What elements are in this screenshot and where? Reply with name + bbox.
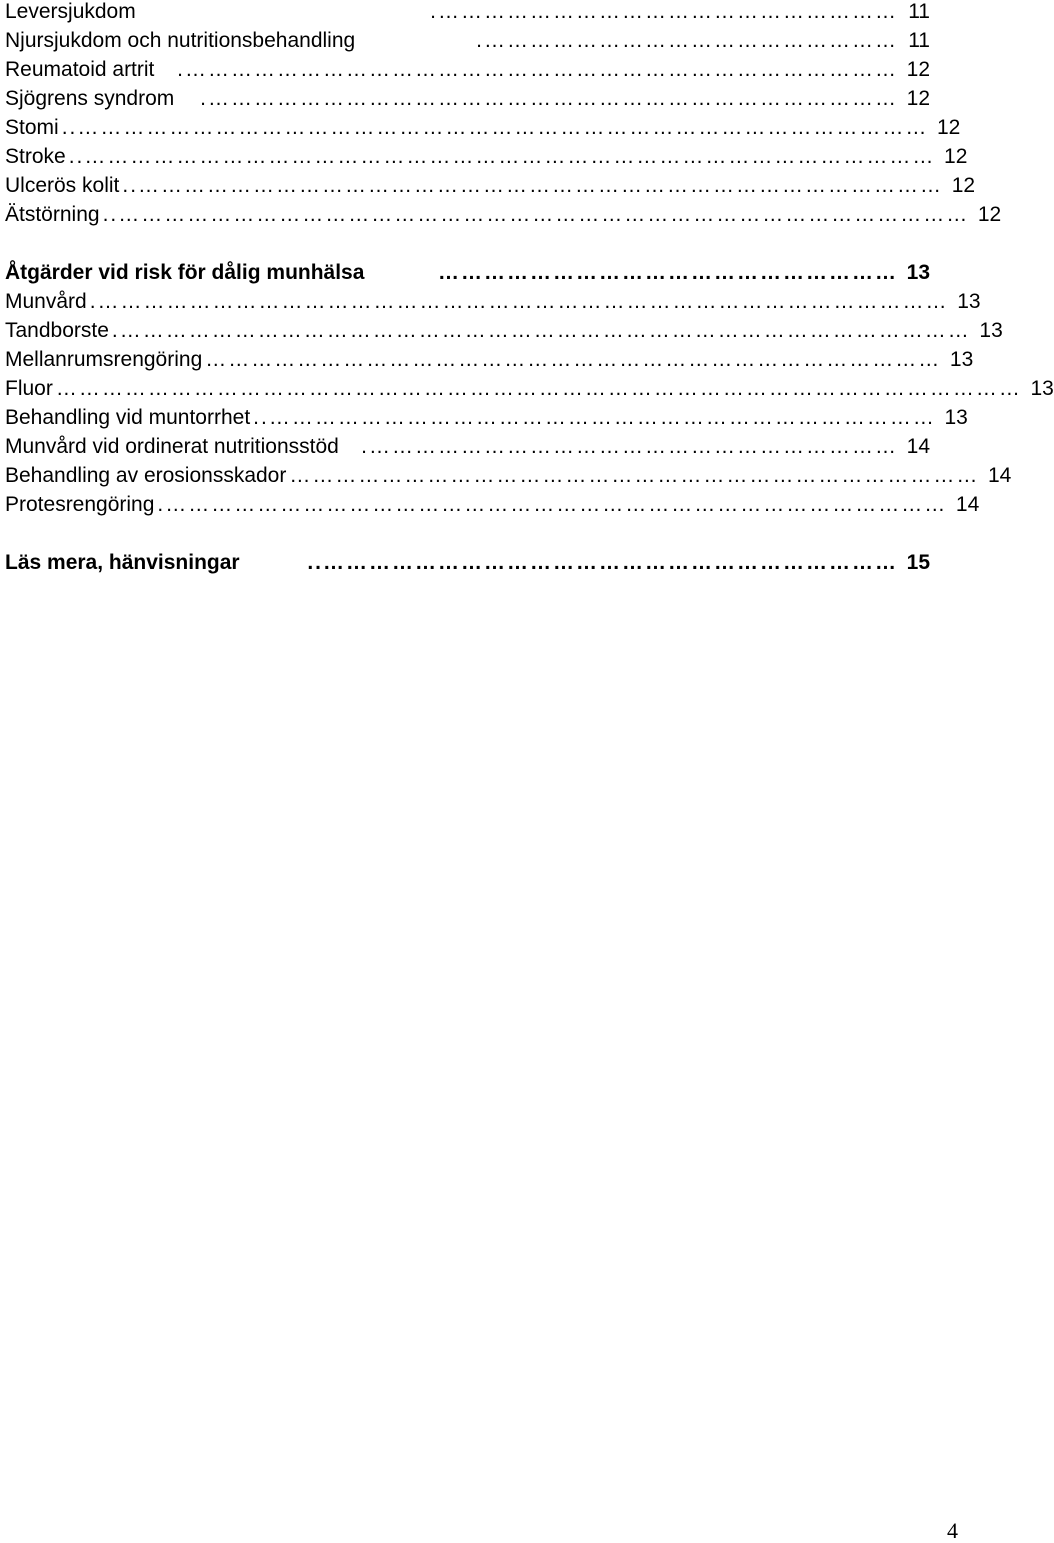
toc-entry: [5, 348, 974, 377]
toc-leader-dots: ……………………………………………………………………………..: [253, 406, 936, 429]
toc-leader-dots: ………………………………………………………………………………: [289, 464, 980, 487]
toc-entry-title: Tandborste: [5, 319, 109, 342]
toc-spacer: [5, 232, 930, 261]
toc-leader-dots: ……………………………………………………………………………………: [205, 348, 942, 371]
toc-entry-page: 12: [937, 116, 961, 139]
toc-entry: [5, 319, 1003, 348]
toc-entry-title: Ulcerös kolit: [5, 174, 120, 197]
toc-leader-dots: ………………………………………………………………………………………………….: [89, 290, 949, 313]
toc-entry-page: 12: [951, 174, 976, 197]
toc-entry-page: 13: [906, 261, 930, 284]
toc-entry-title: Leversjukdom: [5, 0, 136, 23]
toc-entry: [5, 290, 981, 319]
toc-leader-dots: ……………………………………………………………………………….: [200, 87, 898, 110]
toc-section-heading: [5, 261, 930, 290]
toc-entry-page: 13: [949, 348, 974, 371]
toc-leader-dots: ……………………………………………….: [476, 29, 898, 52]
toc-entry-page: 13: [957, 290, 981, 313]
toc-entry-page: 12: [906, 87, 930, 110]
toc-entry: [5, 87, 930, 116]
toc-entry: [5, 116, 961, 145]
toc-entry: [5, 435, 930, 464]
toc-section-heading: [5, 551, 930, 580]
toc-entry-title: Ätstörning: [5, 203, 100, 226]
toc-leader-dots: ……………………………………………………: [438, 261, 898, 284]
toc-entry: [5, 174, 976, 203]
toc-entry-title: Njursjukdom och nutritionsbehandling: [5, 29, 356, 52]
toc-entry-page: 12: [906, 58, 930, 81]
toc-leader-dots: …………………………………………………………………………………………………..: [102, 203, 970, 226]
table-of-contents: [5, 0, 1054, 580]
toc-entry: [5, 203, 1002, 232]
toc-entry-title: Protesrengöring: [5, 493, 155, 516]
toc-entry-page: 11: [908, 29, 930, 52]
toc-entry-title: Stroke: [5, 145, 66, 168]
toc-entry-title: Sjögrens syndrom: [5, 87, 175, 110]
toc-entry: [5, 377, 1054, 406]
toc-leader-dots: …………………………………………………………….: [361, 435, 898, 458]
page-number: 4: [947, 1518, 958, 1543]
toc-entry-title: Munvård: [5, 290, 87, 313]
toc-entry-title: Munvård vid ordinerat nutritionsstöd: [5, 435, 339, 458]
toc-leader-dots: ………………………………………………………………………………….: [177, 58, 898, 81]
toc-entry-title: Behandling av erosionsskador: [5, 464, 287, 487]
toc-entry-title: Läs mera, hänvisningar: [5, 551, 240, 574]
toc-entry-page: 15: [906, 551, 930, 574]
toc-entry: [5, 29, 930, 58]
toc-entry: [5, 493, 980, 522]
toc-entry-page: 12: [977, 203, 1002, 226]
toc-leader-dots: …………………………………………………………………………………………………..: [68, 145, 936, 168]
toc-entry-page: 13: [944, 406, 968, 429]
toc-entry-page: 14: [988, 464, 1012, 487]
toc-leader-dots: ……………………………………………………………………………………………..: [122, 174, 944, 197]
toc-entry-page: 13: [979, 319, 1003, 342]
toc-entry-title: Mellanrumsrengöring: [5, 348, 203, 371]
toc-entry-title: Stomi: [5, 116, 59, 139]
toc-leader-dots: …………………………………………………….: [430, 0, 898, 23]
toc-entry: [5, 58, 930, 87]
toc-entry: [5, 464, 1012, 493]
toc-entry-page: 14: [955, 493, 980, 516]
toc-entry: [5, 0, 930, 29]
toc-leader-dots: …………………………………………………………………………………………………..: [61, 116, 929, 139]
toc-leader-dots: ………………………………………………………………………………………………….: [111, 319, 971, 342]
toc-entry-title: Behandling vid muntorrhet: [5, 406, 251, 429]
toc-leader-dots: ………………………………………………………………………………………………………………: [55, 377, 1022, 400]
toc-entry: [5, 406, 968, 435]
toc-entry-page: 13: [1030, 377, 1054, 400]
toc-leader-dots: …………………………………………………………………..: [307, 551, 898, 574]
toc-entry-page: 11: [908, 0, 930, 23]
toc-entry-page: 14: [906, 435, 930, 458]
toc-spacer: [5, 522, 930, 551]
toc-entry: [5, 145, 968, 174]
toc-entry-title: Åtgärder vid risk för dålig munhälsa: [5, 261, 365, 284]
toc-leader-dots: ………………………………………………………………………………………….: [157, 493, 948, 516]
toc-entry-page: 12: [944, 145, 968, 168]
toc-entry-title: Fluor: [5, 377, 53, 400]
toc-entry-title: Reumatoid artrit: [5, 58, 155, 81]
